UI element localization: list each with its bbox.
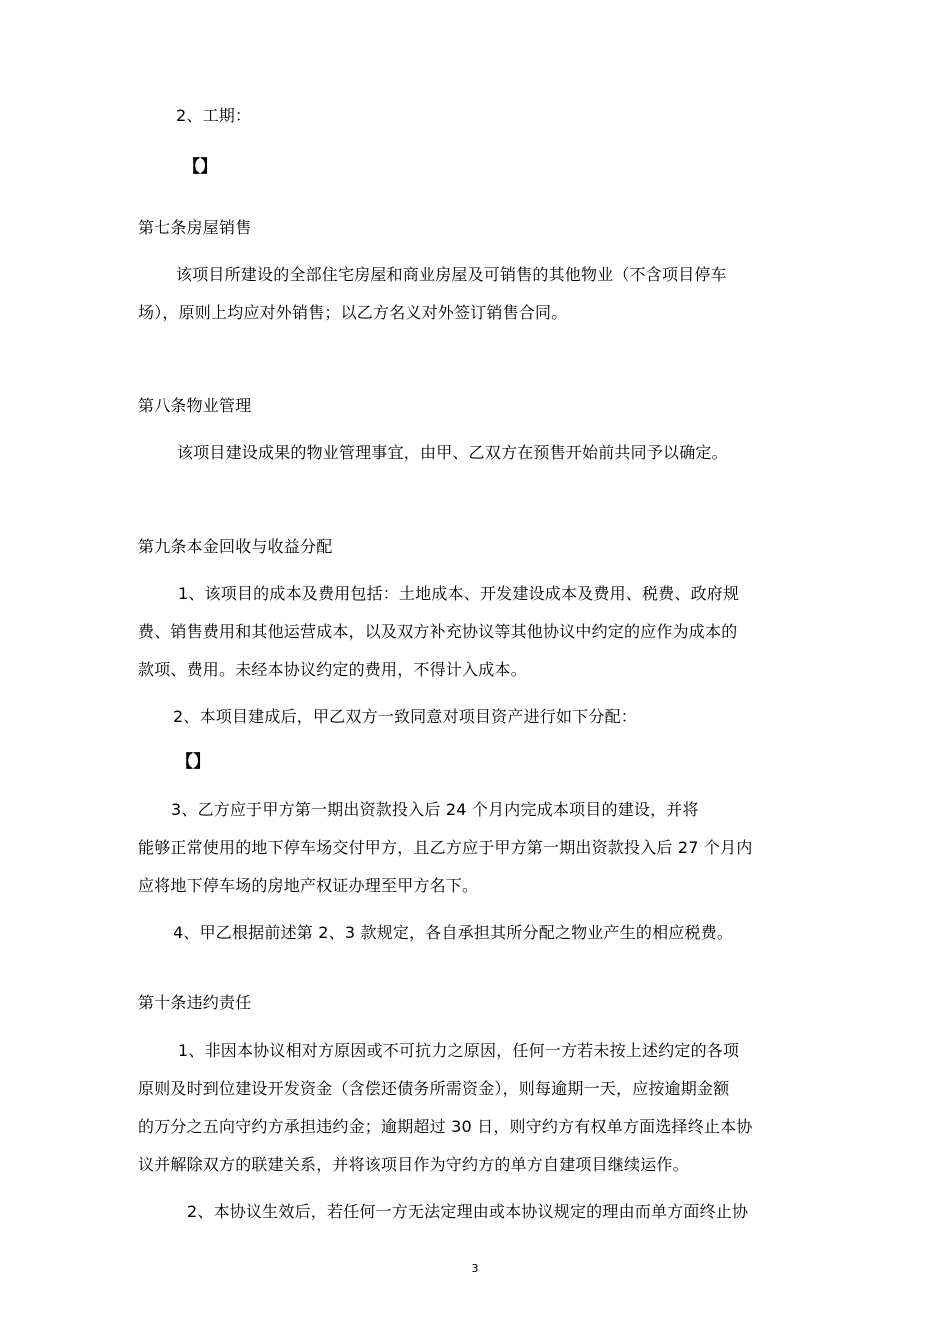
- article-7-heading: 第七条房屋销售: [138, 218, 252, 237]
- clause-6-item-2-duration: 2、工期：: [176, 106, 252, 125]
- article-9-item-4: 4、甲乙根据前述第 2、3 款规定，各自承担其所分配之物业产生的相应税费。: [173, 923, 734, 942]
- article-9-item-3-line-1: 3、乙方应于甲方第一期出资款投入后 24 个月内完成本项目的建设，并将: [171, 800, 699, 819]
- article-10-item-1-line-3: 的万分之五向守约方承担违约金；逾期超过 30 日，则守约方有权单方面选择终止本协: [138, 1117, 753, 1136]
- article-7-paragraph-line-2: 场），原则上均应对外销售；以乙方名义对外签订销售合同。: [138, 303, 568, 322]
- article-10-item-1-line-1: 1、非因本协议相对方原因或不可抗力之原因，任何一方若未按上述约定的各项: [178, 1041, 740, 1060]
- article-10-item-1-line-4: 议并解除双方的联建关系，并将该项目作为守约方的单方自建项目继续运作。: [138, 1155, 689, 1174]
- article-9-item-3-line-3: 应将地下停车场的房地产权证办理至甲方名下。: [138, 876, 479, 895]
- placeholder-bracket-1: 【】: [183, 157, 218, 177]
- article-7-paragraph-line-1: 该项目所建设的全部住宅房屋和商业房屋及可销售的其他物业（不含项目停车: [176, 265, 727, 284]
- article-9-item-1-line-2: 费、销售费用和其他运营成本，以及双方补充协议等其他协议中约定的应作为成本的: [138, 622, 738, 641]
- article-10-item-1-line-2: 原则及时到位建设开发资金（含偿还债务所需资金），则每逾期一天，应按逾期金额: [138, 1079, 730, 1098]
- page-number: 3: [471, 1262, 479, 1275]
- placeholder-bracket-2: 【】: [176, 752, 211, 772]
- article-8-heading: 第八条物业管理: [138, 396, 252, 415]
- article-9-heading: 第九条本金回收与收益分配: [138, 537, 333, 556]
- article-8-paragraph: 该项目建设成果的物业管理事宜，由甲、乙双方在预售开始前共同予以确定。: [177, 443, 728, 462]
- article-9-item-1-line-1: 1、该项目的成本及费用包括：土地成本、开发建设成本及费用、税费、政府规: [178, 584, 740, 603]
- article-10-item-2-line-1: 2、本协议生效后，若任何一方无法定理由或本协议规定的理由而单方面终止协: [187, 1202, 749, 1221]
- article-10-heading: 第十条违约责任: [138, 993, 252, 1012]
- article-9-item-3-line-2: 能够正常使用的地下停车场交付甲方，且乙方应于甲方第一期出资款投入后 27 个月内: [138, 838, 753, 857]
- article-9-item-1-line-3: 款项、费用。未经本协议约定的费用，不得计入成本。: [138, 660, 527, 679]
- article-9-item-2: 2、本项目建成后，甲乙双方一致同意对项目资产进行如下分配：: [173, 707, 637, 726]
